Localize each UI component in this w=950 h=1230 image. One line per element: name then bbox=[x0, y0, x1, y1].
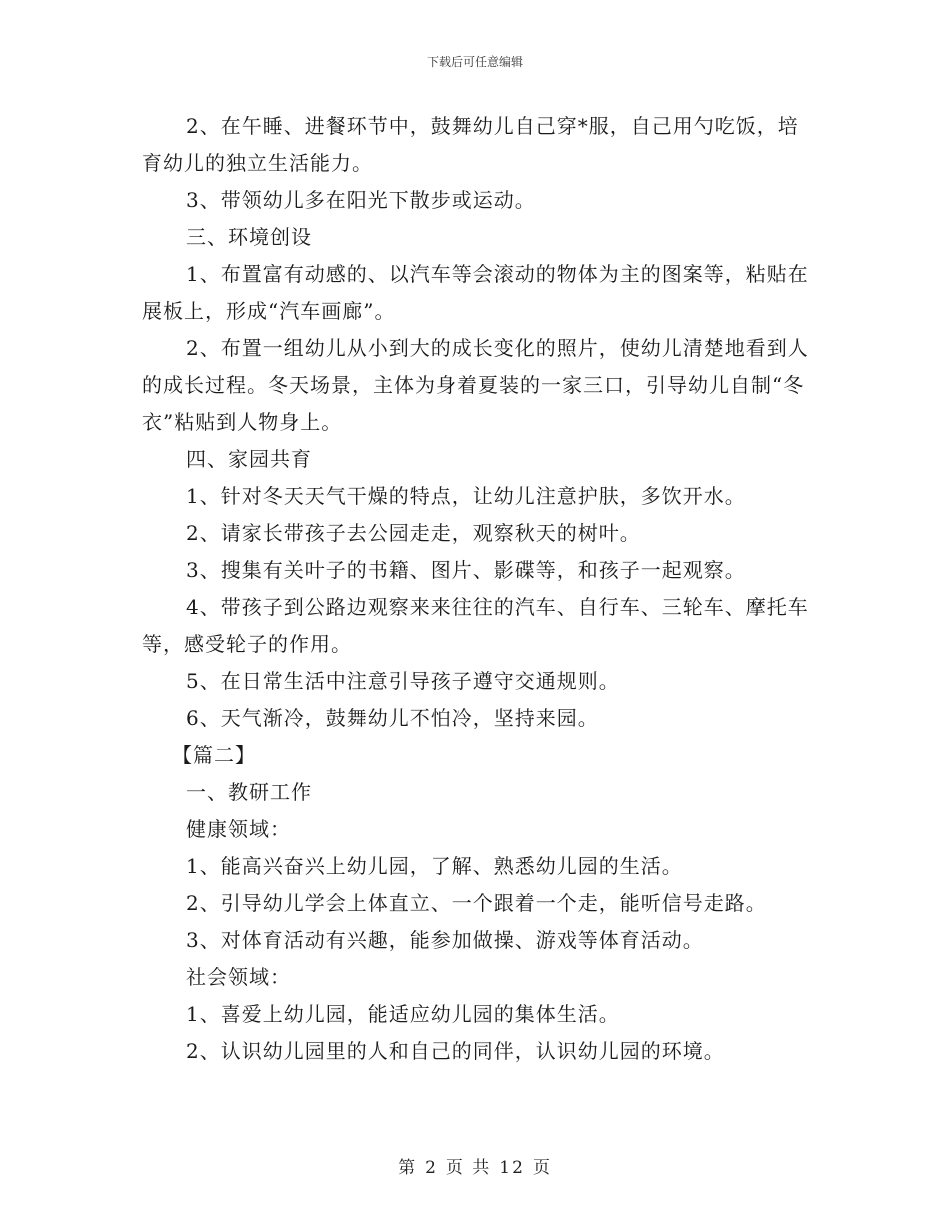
footer-label-page: 第 bbox=[398, 1158, 418, 1178]
paragraph: 2、引导幼儿学会上体直立、一个跟着一个走，能听信号走路。 bbox=[186, 891, 767, 915]
paragraph: 2、在午睡、进餐环节中，鼓舞幼儿自己穿*服，自己用勺吃饭，培育幼儿的独立生活能力。 bbox=[142, 114, 799, 175]
paragraph: 4、带孩子到公路边观察来来往往的汽车、自行车、三轮车、摩托车等，感受轮子的作用。 bbox=[142, 595, 809, 656]
paragraph: 2、请家长带孩子去公园走走，观察秋天的树叶。 bbox=[186, 521, 641, 545]
paragraph: 6、天气渐冷，鼓舞幼儿不怕冷，坚持来园。 bbox=[186, 706, 599, 730]
paragraph: 3、搜集有关叶子的书籍、图片、影碟等，和孩子一起观察。 bbox=[186, 558, 746, 582]
chapter-title: 【篇二】 bbox=[172, 743, 256, 767]
paragraph: 3、带领幼儿多在阳光下散步或运动。 bbox=[186, 188, 536, 212]
paragraph: 1、喜爱上幼儿园，能适应幼儿园的集体生活。 bbox=[186, 1002, 620, 1026]
document-body bbox=[142, 108, 814, 1070]
page-header: 下载后可任意编辑 bbox=[426, 55, 523, 69]
subsection-heading: 健康领域： bbox=[186, 817, 291, 841]
paragraph: 5、在日常生活中注意引导孩子遵守交通规则。 bbox=[186, 669, 620, 693]
section-heading: 三、环境创设 bbox=[186, 225, 312, 249]
section-heading: 一、教研工作 bbox=[186, 780, 312, 804]
total-page-count: 12 bbox=[499, 1158, 525, 1178]
paragraph: 2、布置一组幼儿从小到大的成长变化的照片，使幼儿清楚地看到人的成长过程。冬天场景，主体为身着夏装的一家三口，引导幼儿自制“冬衣”粘贴到人物身上。 bbox=[142, 336, 809, 434]
current-page-number: 2 bbox=[425, 1158, 438, 1178]
paragraph: 2、认识幼儿园里的人和自己的同伴，认识幼儿园的环境。 bbox=[186, 1039, 725, 1063]
paragraph: 1、能高兴奋兴上幼儿园，了解、熟悉幼儿园的生活。 bbox=[186, 854, 683, 878]
section-heading: 四、家园共育 bbox=[186, 447, 312, 471]
paragraph: 3、对体育活动有兴趣，能参加做操、游戏等体育活动。 bbox=[186, 928, 704, 952]
subsection-heading: 社会领域： bbox=[186, 965, 291, 989]
page-footer bbox=[0, 1153, 950, 1178]
paragraph: 1、针对冬天天气干燥的特点，让幼儿注意护肤，多饮开水。 bbox=[186, 484, 746, 508]
paragraph: 1、布置富有动感的、以汽车等会滚动的物体为主的图案等，粘贴在展板上，形成“汽车画廊”。 bbox=[142, 262, 809, 323]
footer-label-of: 页 共 bbox=[445, 1158, 492, 1178]
footer-label-pages: 页 bbox=[532, 1158, 552, 1178]
